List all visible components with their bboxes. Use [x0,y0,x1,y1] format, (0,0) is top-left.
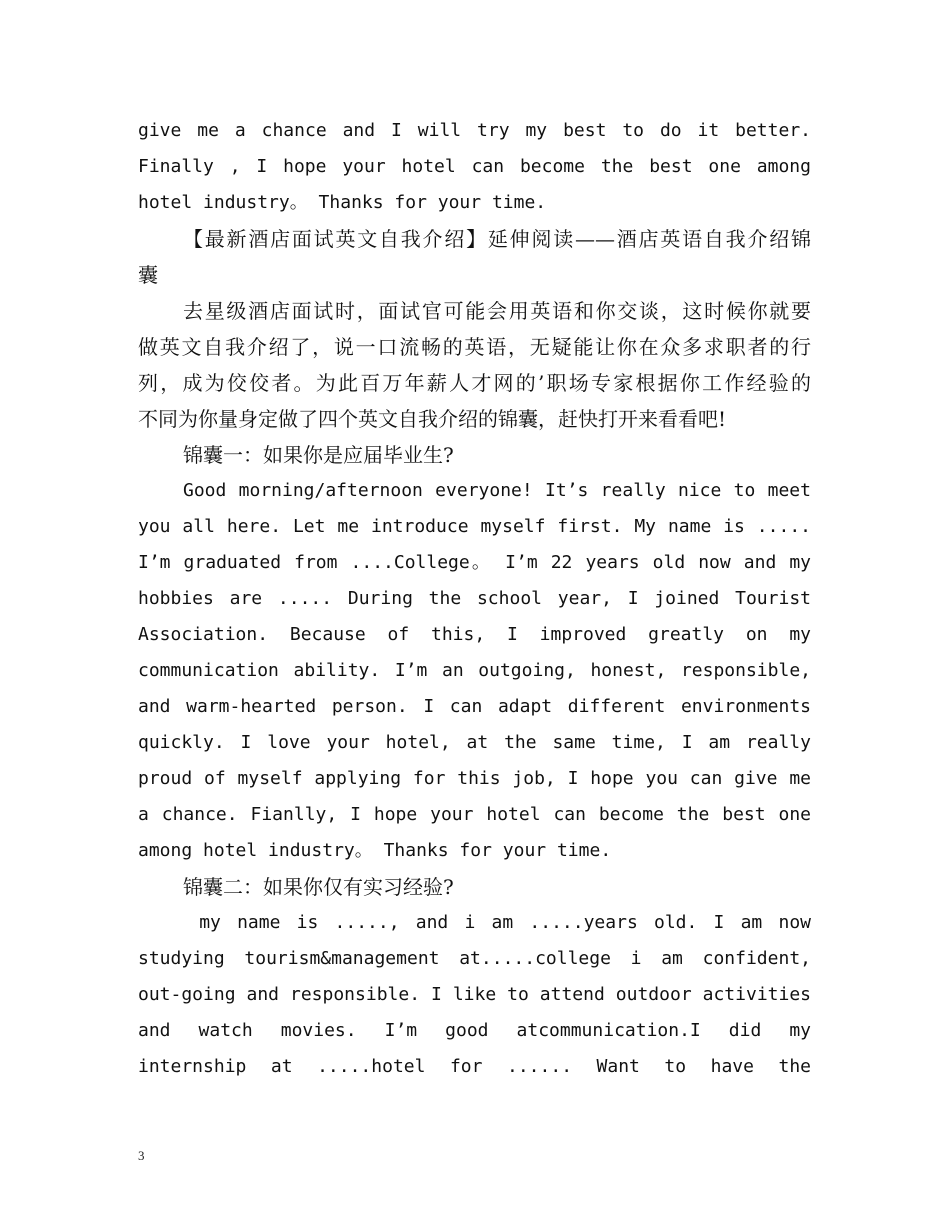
subsection-heading: 锦囊二：如果你仅有实习经验? [183,875,454,899]
body-text-line: hobbies are ..... During the school year, I joined Tourist [138,588,811,609]
body-text-line: I’m graduated from ....College。 I’m 22 years old now and my [138,552,811,573]
body-text-line: a chance. Fianlly, I hope your hotel can become the best one [138,804,811,825]
body-text-line: give me a chance and I will try my best to do it better. [138,120,811,141]
body-text-line: my name is ....., and i am .....years old. I am now [183,912,811,933]
section-heading-continued: 囊 [138,263,158,287]
body-text-line: 去星级酒店面试时，面试官可能会用英语和你交谈，这时候你就要 [183,299,811,323]
body-text-line: Good morning/afternoon everyone! It’s really nice to meet [183,480,811,501]
body-text-line: internship at .....hotel for ...... Want to have the [138,1056,811,1077]
body-text-line: Association. Because of this, I improved greatly on my [138,624,811,645]
body-text-line: and warm-hearted person. I can adapt different environments [138,696,811,717]
body-text-line: hotel industry。 Thanks for your time. [138,192,547,213]
body-text-line: out-going and responsible. I like to attend outdoor activities [138,984,811,1005]
section-heading: 【最新酒店面试英文自我介绍】延伸阅读——酒店英语自我介绍锦 [183,227,811,251]
body-text-line: Finally , I hope your hotel can become the best one among [138,156,811,177]
subsection-heading: 锦囊一：如果你是应届毕业生? [183,443,454,467]
body-text-line: 列，成为佼佼者。为此百万年薪人才网的’职场专家根据你工作经验的 [138,371,811,395]
body-text-line: studying tourism&management at.....college i am confident, [138,948,811,969]
body-text-line: among hotel industry。 Thanks for your time. [138,840,612,861]
body-text-line: 做英文自我介绍了，说一口流畅的英语，无疑能让你在众多求职者的行 [138,335,811,359]
body-text-line: proud of myself applying for this job, I hope you can give me [138,768,811,789]
body-text-line: quickly. I love your hotel, at the same time, I am really [138,732,811,753]
body-text-line: you all here. Let me introduce myself first. My name is ..... [138,516,811,537]
body-text-line: and watch movies. I’m good atcommunication.I did my [138,1020,811,1041]
page-number: 3 [138,1148,145,1163]
body-text-line: 不同为你量身定做了四个英文自我介绍的锦囊，赶快打开来看看吧! [138,407,727,431]
body-text-line: communication ability. I’m an outgoing, honest, responsible, [138,660,811,681]
